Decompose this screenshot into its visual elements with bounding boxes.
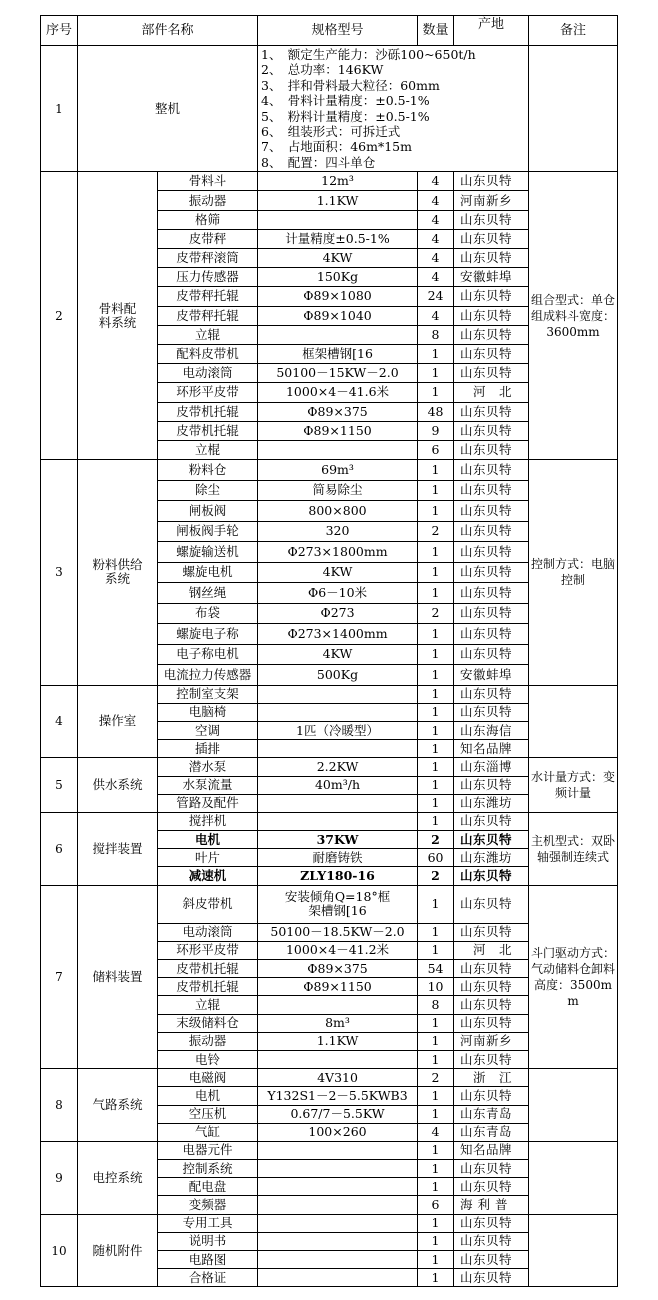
qty-cell: 1 (418, 812, 454, 830)
qty-cell: 1 (418, 1032, 454, 1050)
section-name: 供水系统 (78, 758, 158, 813)
origin-cell: 知名品牌 (454, 740, 529, 758)
section-note: 组合型式：单仓组成料斗宽度：3600mm (529, 172, 618, 460)
qty-cell: 1 (418, 1050, 454, 1068)
part-name-cell: 环形平皮带 (158, 383, 258, 402)
qty-cell: 4 (418, 306, 454, 325)
part-name-cell: 压力传感器 (158, 268, 258, 287)
spec-cell (258, 996, 418, 1014)
origin-cell: 山东贝特 (454, 960, 529, 978)
part-name-cell: 振动器 (158, 191, 258, 210)
spec-cell: 4KW (258, 249, 418, 268)
spec-cell: 框架槽钢[16 (258, 344, 418, 363)
spec-cell: Y132S1－2－5.5KWB3 (258, 1087, 418, 1105)
origin-cell: 浙 江 (454, 1069, 529, 1087)
qty-cell: 2 (418, 603, 454, 624)
origin-cell: 山东贝特 (454, 776, 529, 794)
table-row (41, 885, 618, 923)
origin-cell: 山东贝特 (454, 287, 529, 306)
origin-cell: 山东贝特 (454, 812, 529, 830)
spec-cell: ZLY180-16 (258, 867, 418, 885)
spec-line: 1、 额定生产能力：沙砾100~650t/h (261, 47, 476, 62)
origin-cell: 山东贝特 (454, 703, 529, 721)
origin-cell: 山东贝特 (454, 325, 529, 344)
part-name-cell: 水泵流量 (158, 776, 258, 794)
origin-cell: 河 北 (454, 383, 529, 402)
section-name: 气路系统 (78, 1069, 158, 1142)
spec-cell: 12m³ (258, 172, 418, 191)
spec-line: 8、 配置：四斗单仓 (261, 154, 376, 170)
origin-cell: 山东贝特 (454, 685, 529, 703)
part-name-cell: 振动器 (158, 1032, 258, 1050)
spec-cell: Φ6－10米 (258, 583, 418, 604)
qty-cell: 2 (418, 867, 454, 885)
spec-cell (258, 1269, 418, 1287)
section-note (529, 1069, 618, 1142)
origin-cell: 山东贝特 (454, 1050, 529, 1068)
part-name-cell: 斜皮带机 (158, 885, 258, 923)
header-row (41, 16, 618, 46)
origin-cell: 山东贝特 (454, 978, 529, 996)
origin-cell: 山东贝特 (454, 885, 529, 923)
part-name-cell: 电器元件 (158, 1141, 258, 1159)
section-name: 储料装置 (78, 885, 158, 1069)
machine-spec-list (258, 46, 529, 172)
part-name-cell: 电机 (158, 831, 258, 849)
spec-cell: 简易除尘 (258, 480, 418, 501)
section-note: 主机型式：双卧轴强制连续式 (529, 812, 618, 885)
origin-cell: 山东贝特 (454, 440, 529, 459)
spec-cell: Φ89×1080 (258, 287, 418, 306)
section-no: 9 (41, 1141, 78, 1214)
qty-cell: 1 (418, 758, 454, 776)
origin-cell: 山东贝特 (454, 480, 529, 501)
origin-cell: 山东贝特 (454, 996, 529, 1014)
qty-cell: 6 (418, 440, 454, 459)
qty-cell: 1 (418, 740, 454, 758)
equipment-config-table (40, 15, 618, 1287)
qty-cell: 54 (418, 960, 454, 978)
part-name-cell: 空调 (158, 721, 258, 739)
spec-cell: 50100－18.5KW－2.0 (258, 923, 418, 941)
spec-cell (258, 685, 418, 703)
section-note: 水计量方式：变频计量 (529, 758, 618, 813)
spec-cell: 1.1KW (258, 1032, 418, 1050)
qty-cell: 1 (418, 460, 454, 481)
spec-cell (258, 1160, 418, 1178)
table-row (41, 1214, 618, 1232)
section-row-1 (41, 46, 618, 172)
origin-cell: 山东贝特 (454, 249, 529, 268)
spec-line: 4、 骨料计量精度：±0.5-1% (261, 93, 430, 109)
section-no: 1 (41, 46, 78, 172)
spec-cell: 69m³ (258, 460, 418, 481)
spec-cell (258, 1050, 418, 1068)
spec-cell: 耐磨铸铁 (258, 849, 418, 867)
part-name-cell: 空压机 (158, 1105, 258, 1123)
spec-cell: Φ273×1400mm (258, 624, 418, 645)
origin-cell: 山东贝特 (454, 1014, 529, 1032)
qty-cell: 1 (418, 1232, 454, 1250)
qty-cell: 1 (418, 624, 454, 645)
spec-cell (258, 1214, 418, 1232)
part-name-cell: 电机 (158, 1087, 258, 1105)
qty-cell: 1 (418, 1178, 454, 1196)
part-name-cell: 叶片 (158, 849, 258, 867)
part-name-cell: 电路图 (158, 1251, 258, 1269)
qty-cell: 24 (418, 287, 454, 306)
qty-cell: 8 (418, 325, 454, 344)
table-body (41, 46, 618, 1287)
spec-cell: 1.1KW (258, 191, 418, 210)
spec-cell: 1000×4－41.2米 (258, 941, 418, 959)
qty-cell: 4 (418, 210, 454, 229)
header-qty: 数量 (418, 16, 454, 46)
qty-cell: 4 (418, 268, 454, 287)
origin-cell: 山东贝特 (454, 460, 529, 481)
qty-cell: 1 (418, 1105, 454, 1123)
origin-cell: 山东贝特 (454, 1087, 529, 1105)
qty-cell: 1 (418, 344, 454, 363)
spec-cell: 50100－15KW－2.0 (258, 364, 418, 383)
spec-cell: 4KW (258, 562, 418, 583)
spec-cell: Φ89×1150 (258, 978, 418, 996)
part-name-cell: 管路及配件 (158, 794, 258, 812)
section-no: 2 (41, 172, 78, 460)
origin-cell: 山东贝特 (454, 644, 529, 665)
qty-cell: 1 (418, 885, 454, 923)
part-name-cell: 皮带秤托辊 (158, 306, 258, 325)
qty-cell: 1 (418, 1141, 454, 1159)
origin-cell: 山东贝特 (454, 583, 529, 604)
part-name-cell: 控制系统 (158, 1160, 258, 1178)
origin-cell: 河 北 (454, 941, 529, 959)
qty-cell: 1 (418, 923, 454, 941)
part-name-cell: 末级储料仓 (158, 1014, 258, 1032)
origin-cell: 山东贝特 (454, 1269, 529, 1287)
section-note (529, 46, 618, 172)
header-spec: 规格型号 (258, 16, 418, 46)
part-name-cell: 配电盘 (158, 1178, 258, 1196)
qty-cell: 4 (418, 229, 454, 248)
spec-cell: Φ89×1150 (258, 421, 418, 440)
table-row (41, 1141, 618, 1159)
origin-cell: 山东青岛 (454, 1123, 529, 1141)
origin-cell: 山东贝特 (454, 210, 529, 229)
section-no: 7 (41, 885, 78, 1069)
section-note (529, 685, 618, 758)
spec-cell: 150Kg (258, 268, 418, 287)
header-part-name: 部件名称 (78, 16, 258, 46)
spec-cell: 100×260 (258, 1123, 418, 1141)
qty-cell: 1 (418, 1160, 454, 1178)
spec-line: 3、 拌和骨料最大粒径：60mm (261, 77, 440, 93)
part-name-cell: 合格证 (158, 1269, 258, 1287)
spec-cell (258, 794, 418, 812)
spec-line: 5、 粉料计量精度：±0.5-1% (261, 108, 430, 124)
spec-cell: 计量精度±0.5-1% (258, 229, 418, 248)
origin-cell: 山东贝特 (454, 344, 529, 363)
section-no: 5 (41, 758, 78, 813)
qty-cell: 1 (418, 1014, 454, 1032)
part-name-cell: 格筛 (158, 210, 258, 229)
origin-cell: 山东潍坊 (454, 849, 529, 867)
spec-cell: 40m³/h (258, 776, 418, 794)
qty-cell: 4 (418, 249, 454, 268)
part-name-cell: 骨料斗 (158, 172, 258, 191)
section-note (529, 1141, 618, 1214)
spec-cell (258, 325, 418, 344)
part-name-cell: 说明书 (158, 1232, 258, 1250)
origin-cell: 山东贝特 (454, 229, 529, 248)
part-name-cell: 电脑椅 (158, 703, 258, 721)
qty-cell: 1 (418, 562, 454, 583)
spec-cell (258, 210, 418, 229)
qty-cell: 1 (418, 941, 454, 959)
section-name: 骨料配 料系统 (78, 172, 158, 460)
part-name-cell: 钢丝绳 (158, 583, 258, 604)
part-name-cell: 皮带机托辊 (158, 960, 258, 978)
section-name: 随机附件 (78, 1214, 158, 1287)
spec-cell (258, 440, 418, 459)
qty-cell: 1 (418, 480, 454, 501)
origin-cell: 河南新乡 (454, 191, 529, 210)
spec-cell: 安装倾角Q=18°框架槽钢[16 (258, 885, 418, 923)
qty-cell: 1 (418, 383, 454, 402)
qty-cell: 1 (418, 1214, 454, 1232)
section-no: 8 (41, 1069, 78, 1142)
part-name-cell: 粉料仓 (158, 460, 258, 481)
origin-cell: 山东贝特 (454, 562, 529, 583)
header-note: 备注 (529, 16, 618, 46)
table-row (41, 758, 618, 776)
spec-cell: 0.67/7－5.5KW (258, 1105, 418, 1123)
section-note: 控制方式：电脑控制 (529, 460, 618, 686)
qty-cell: 6 (418, 1196, 454, 1214)
table-row (41, 812, 618, 830)
origin-cell: 山东青岛 (454, 1105, 529, 1123)
qty-cell: 1 (418, 501, 454, 522)
origin-cell: 山东贝特 (454, 624, 529, 645)
part-name-cell: 专用工具 (158, 1214, 258, 1232)
spec-cell: Φ89×375 (258, 402, 418, 421)
qty-cell: 2 (418, 521, 454, 542)
table-row (41, 1069, 618, 1087)
qty-cell: 1 (418, 794, 454, 812)
part-name-cell: 皮带机托辊 (158, 978, 258, 996)
origin-cell: 山东贝特 (454, 603, 529, 624)
spec-line: 7、 占地面积：46m*15m (261, 139, 412, 155)
part-name-cell: 螺旋电机 (158, 562, 258, 583)
origin-cell: 安徽蚌埠 (454, 268, 529, 287)
part-name-cell: 布袋 (158, 603, 258, 624)
part-name-cell: 螺旋输送机 (158, 542, 258, 563)
spec-cell: 800×800 (258, 501, 418, 522)
part-name-cell: 闸板阀手轮 (158, 521, 258, 542)
part-name-cell: 立辊 (158, 325, 258, 344)
part-name-cell: 除尘 (158, 480, 258, 501)
origin-cell: 山东贝特 (454, 402, 529, 421)
table-row (41, 172, 618, 191)
qty-cell: 1 (418, 1087, 454, 1105)
spec-cell: 4V310 (258, 1069, 418, 1087)
spec-cell (258, 1141, 418, 1159)
section-no: 10 (41, 1214, 78, 1287)
spec-cell (258, 1196, 418, 1214)
qty-cell: 4 (418, 172, 454, 191)
origin-cell: 山东贝特 (454, 521, 529, 542)
section-no: 6 (41, 812, 78, 885)
part-name-cell: 皮带机托辊 (158, 421, 258, 440)
table-row (41, 460, 618, 481)
part-name-cell: 减速机 (158, 867, 258, 885)
spec-cell: 37KW (258, 831, 418, 849)
qty-cell: 8 (418, 996, 454, 1014)
spec-cell: Φ273 (258, 603, 418, 624)
part-name-cell: 闸板阀 (158, 501, 258, 522)
origin-cell: 山东贝特 (454, 306, 529, 325)
part-name-cell: 电子称电机 (158, 644, 258, 665)
spec-cell: Φ89×375 (258, 960, 418, 978)
spec-cell: 500Kg (258, 665, 418, 686)
section-name: 粉料供给系统 (78, 460, 158, 686)
origin-cell: 山东贝特 (454, 542, 529, 563)
table-row (41, 685, 618, 703)
qty-cell: 1 (418, 665, 454, 686)
part-name-cell: 皮带秤托辊 (158, 287, 258, 306)
qty-cell: 1 (418, 685, 454, 703)
spec-cell: 8m³ (258, 1014, 418, 1032)
spec-line: 2、 总功率：146KW (261, 62, 384, 78)
qty-cell: 1 (418, 1269, 454, 1287)
qty-cell: 2 (418, 831, 454, 849)
origin-cell: 山东贝特 (454, 1160, 529, 1178)
qty-cell: 9 (418, 421, 454, 440)
spec-line: 6、 组装形式：可拆迁式 (261, 124, 401, 140)
origin-cell: 山东贝特 (454, 1251, 529, 1269)
part-name-cell: 插排 (158, 740, 258, 758)
spec-cell: 1000×4－41.6米 (258, 383, 418, 402)
part-name-cell: 皮带秤滚筒 (158, 249, 258, 268)
part-name-cell: 环形平皮带 (158, 941, 258, 959)
spec-cell (258, 740, 418, 758)
spec-cell (258, 812, 418, 830)
part-name-cell: 搅拌机 (158, 812, 258, 830)
part-name-cell: 电磁阀 (158, 1069, 258, 1087)
part-name-cell: 电动滚筒 (158, 923, 258, 941)
qty-cell: 1 (418, 776, 454, 794)
spec-cell (258, 1232, 418, 1250)
origin-cell: 山东贝特 (454, 501, 529, 522)
section-name: 操作室 (78, 685, 158, 758)
origin-cell: 海 利 普 (454, 1196, 529, 1214)
origin-cell: 山东海信 (454, 721, 529, 739)
origin-cell: 山东贝特 (454, 421, 529, 440)
qty-cell: 1 (418, 1251, 454, 1269)
origin-cell: 山东贝特 (454, 364, 529, 383)
qty-cell: 1 (418, 583, 454, 604)
origin-cell: 山东贝特 (454, 923, 529, 941)
origin-cell: 山东贝特 (454, 172, 529, 191)
origin-cell: 山东贝特 (454, 1214, 529, 1232)
spec-cell (258, 1178, 418, 1196)
section-no: 4 (41, 685, 78, 758)
origin-cell: 知名品牌 (454, 1141, 529, 1159)
part-name-cell: 控制室支架 (158, 685, 258, 703)
part-name-cell: 变频器 (158, 1196, 258, 1214)
qty-cell: 1 (418, 542, 454, 563)
part-name-cell: 立棍 (158, 440, 258, 459)
spec-cell: Φ89×1040 (258, 306, 418, 325)
part-name-cell: 皮带秤 (158, 229, 258, 248)
spec-cell: 2.2KW (258, 758, 418, 776)
section-no: 3 (41, 460, 78, 686)
part-name-cell: 配料皮带机 (158, 344, 258, 363)
spec-cell: 4KW (258, 644, 418, 665)
origin-cell: 山东潍坊 (454, 794, 529, 812)
spec-cell: 320 (258, 521, 418, 542)
part-name-cell: 电铃 (158, 1050, 258, 1068)
part-name-cell: 立辊 (158, 996, 258, 1014)
origin-cell: 安徽蚌埠 (454, 665, 529, 686)
spec-cell (258, 703, 418, 721)
origin-cell: 山东贝特 (454, 1178, 529, 1196)
section-note (529, 1214, 618, 1287)
qty-cell: 1 (418, 721, 454, 739)
part-name-cell: 电动滚筒 (158, 364, 258, 383)
qty-cell: 4 (418, 1123, 454, 1141)
qty-cell: 1 (418, 703, 454, 721)
header-origin: 产地 (454, 16, 529, 46)
section-name: 搅拌装置 (78, 812, 158, 885)
section-name: 整机 (78, 46, 258, 172)
origin-cell: 山东淄博 (454, 758, 529, 776)
origin-cell: 山东贝特 (454, 867, 529, 885)
part-name-cell: 皮带机托辊 (158, 402, 258, 421)
qty-cell: 1 (418, 364, 454, 383)
qty-cell: 60 (418, 849, 454, 867)
spec-cell: Φ273×1800mm (258, 542, 418, 563)
origin-cell: 河南新乡 (454, 1032, 529, 1050)
qty-cell: 48 (418, 402, 454, 421)
qty-cell: 2 (418, 1069, 454, 1087)
part-name-cell: 电流拉力传感器 (158, 665, 258, 686)
origin-cell: 山东贝特 (454, 1232, 529, 1250)
section-note: 斗门驱动方式：气动储料仓卸料高度：3500mm (529, 885, 618, 1069)
qty-cell: 4 (418, 191, 454, 210)
spec-cell: 1匹（冷暖型） (258, 721, 418, 739)
qty-cell: 1 (418, 644, 454, 665)
origin-cell: 山东贝特 (454, 831, 529, 849)
header-no: 序号 (41, 16, 78, 46)
spec-cell (258, 1251, 418, 1269)
section-name: 电控系统 (78, 1141, 158, 1214)
part-name-cell: 潜水泵 (158, 758, 258, 776)
qty-cell: 10 (418, 978, 454, 996)
part-name-cell: 气缸 (158, 1123, 258, 1141)
part-name-cell: 螺旋电子称 (158, 624, 258, 645)
